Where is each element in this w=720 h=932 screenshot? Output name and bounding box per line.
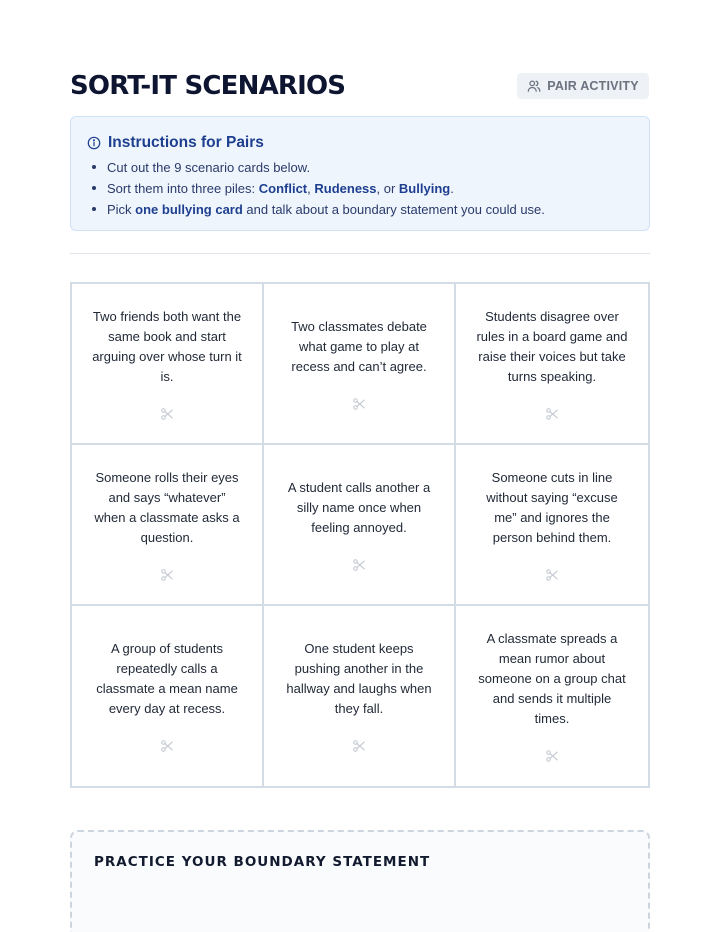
- instruction-item: [87, 199, 633, 220]
- card-text: Someone rolls their eyes and says “whatever” when a classmate asks a question.: [94, 469, 240, 545]
- scenario-card-grid: [70, 282, 650, 788]
- scenario-card[interactable]: [72, 445, 264, 606]
- scissors-icon: [352, 739, 366, 753]
- scenario-card[interactable]: [456, 606, 648, 786]
- card-text: A student calls another a silly name once when feeling annoyed.: [287, 479, 431, 535]
- scenario-card[interactable]: [264, 284, 456, 445]
- info-icon: [87, 136, 101, 150]
- instruction-text: , or: [376, 181, 399, 196]
- practice-title: PRACTICE YOUR BOUNDARY STATEMENT: [94, 854, 431, 870]
- divider: [70, 253, 650, 254]
- scissors-icon: [352, 397, 366, 411]
- pile-rudeness: Rudeness: [314, 181, 377, 196]
- scissors-icon: [545, 407, 559, 421]
- instruction-item: Cut out the 9 scenario cards below.: [87, 157, 633, 178]
- pair-activity-badge: [517, 73, 649, 99]
- scenario-card[interactable]: [264, 606, 456, 786]
- pile-bullying: Bullying: [398, 181, 451, 196]
- card-text: One student keeps pushing another in the hallway and laughs when they fall.: [286, 641, 432, 716]
- instruction-text: .: [450, 181, 454, 196]
- instruction-text: Pick: [107, 202, 136, 217]
- card-text: Two friends both want the same book and start arguing over whose turn it is.: [92, 308, 242, 384]
- instructions-title: Instructions for Pairs: [108, 134, 264, 151]
- instructions-box: [70, 116, 650, 231]
- users-icon: [527, 79, 541, 93]
- practice-section: [70, 830, 650, 932]
- page-title: SORT-IT SCENARIOS: [70, 71, 346, 101]
- instruction-text: Sort them into three piles:: [107, 181, 259, 196]
- instructions-list: [87, 157, 633, 220]
- scenario-card[interactable]: [72, 606, 264, 786]
- scissors-icon: [545, 749, 559, 763]
- scissors-icon: [160, 568, 174, 582]
- scissors-icon: [160, 407, 174, 421]
- card-text: Someone cuts in line without saying “excuse me” and ignores the person behind them.: [486, 469, 618, 545]
- scissors-icon: [545, 568, 559, 582]
- scissors-icon: [160, 739, 174, 753]
- scenario-card[interactable]: [456, 284, 648, 445]
- scenario-card[interactable]: [456, 445, 648, 606]
- scenario-card[interactable]: [264, 445, 456, 606]
- card-text: Students disagree over rules in a board game and raise their voices but take turns speaking.: [476, 308, 628, 384]
- pile-conflict: Conflict: [258, 181, 308, 196]
- card-text: A group of students repeatedly calls a classmate a mean name every day at recess.: [96, 641, 238, 716]
- instruction-emphasis: one bullying card: [135, 202, 243, 217]
- scenario-card[interactable]: [72, 284, 264, 445]
- instruction-text: ,: [307, 181, 315, 196]
- instruction-text: and talk about a boundary statement you could use.: [242, 202, 545, 217]
- scissors-icon: [352, 558, 366, 572]
- card-text: A classmate spreads a mean rumor about someone on a group chat and sends it multiple times.: [478, 631, 626, 726]
- badge-label: PAIR ACTIVITY: [547, 79, 639, 93]
- instruction-item: [87, 178, 633, 199]
- card-text: Two classmates debate what game to play at recess and can’t agree.: [291, 318, 427, 374]
